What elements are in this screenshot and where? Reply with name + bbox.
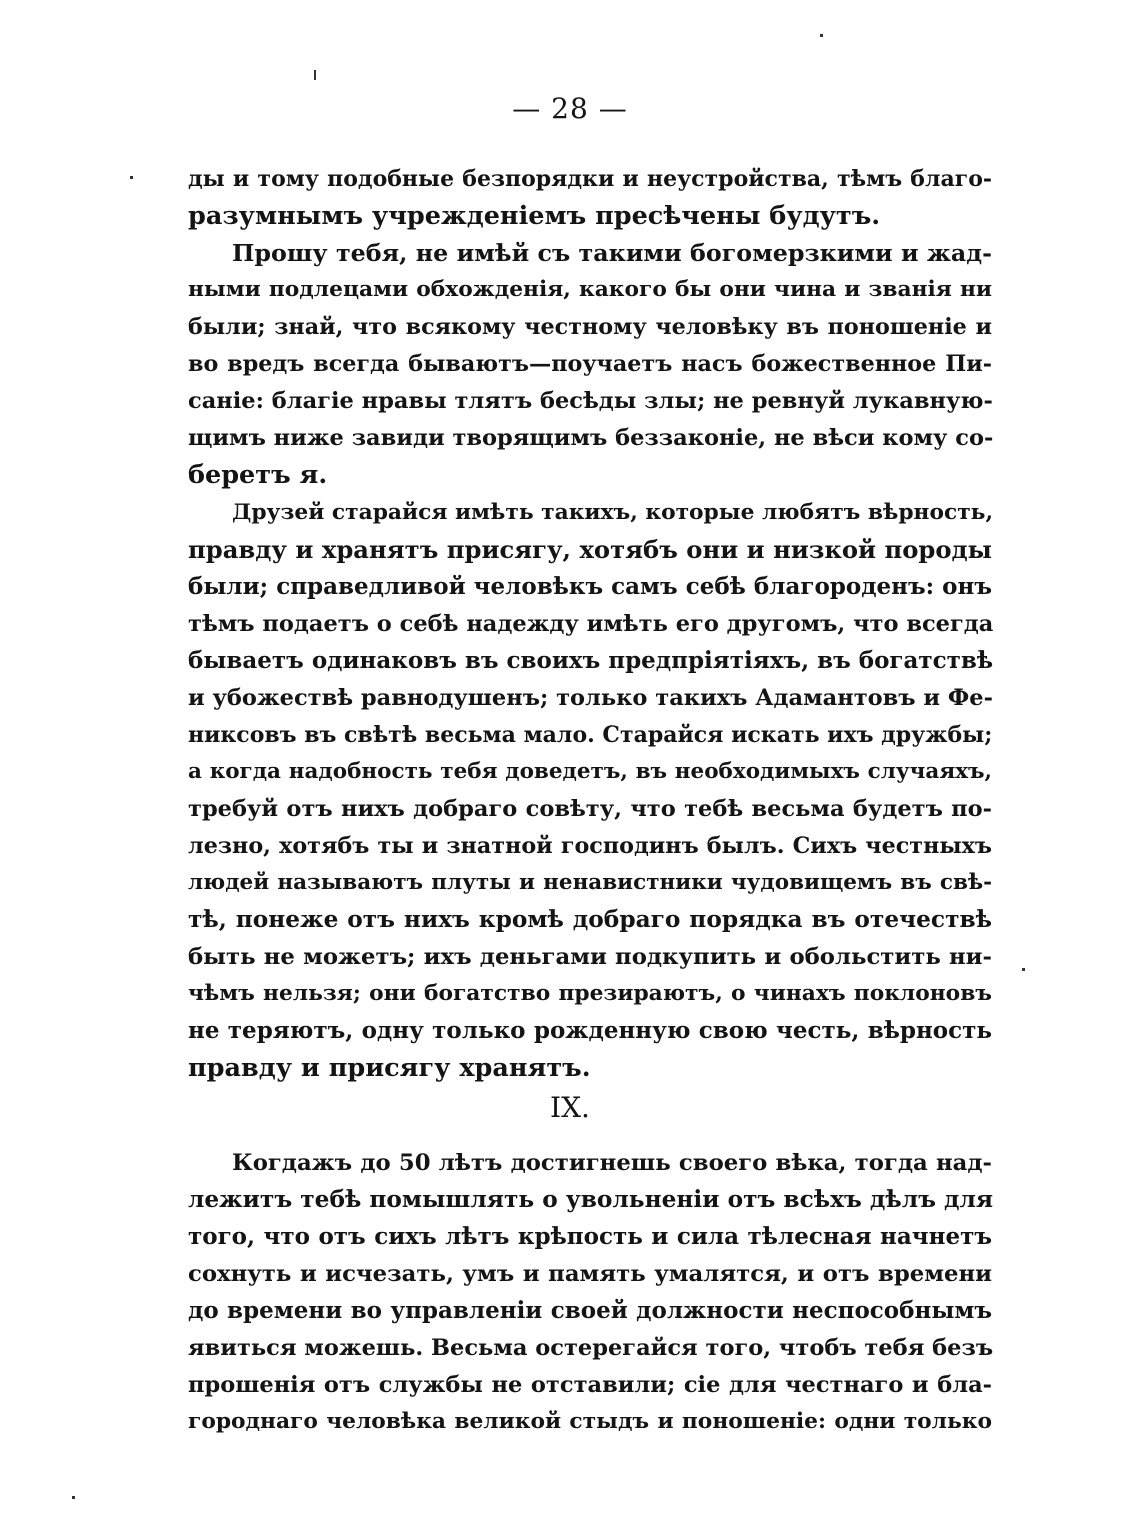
scan-speck <box>130 176 133 179</box>
text-line: того, что отъ сихъ лѣтъ крѣпость и сила тѣлесная начнетъ <box>188 1223 992 1250</box>
text-line: до времени во управленіи своей должности неспособнымъ <box>188 1297 992 1324</box>
page-number: — 28 — <box>512 92 628 125</box>
text-line: Друзей старайся имѣть такихъ, которые любятъ вѣрность, <box>232 500 994 525</box>
text-line: бываетъ одинаковъ въ своихъ предпріятіяхъ, въ богатствѣ <box>188 647 994 674</box>
text-line: щимъ ниже завиди творящимъ беззаконіе, не вѣси кому со- <box>188 425 994 451</box>
text-line: не теряютъ, одну только рожденную свою честь, вѣрность <box>188 1017 992 1044</box>
text-line: тѣ, понеже отъ нихъ кромѣ добраго порядка въ отечествѣ <box>188 906 992 933</box>
scan-speck <box>1022 968 1025 971</box>
scan-speck <box>72 1496 75 1499</box>
text-line: лежитъ тебѣ помышлять о увольненіи отъ всѣхъ дѣлъ для <box>188 1186 994 1213</box>
scan-speck <box>820 34 823 37</box>
text-line: городнаго человѣка великой стыдъ и поношеніе: одни только <box>188 1409 992 1434</box>
text-line: сохнуть и исчезать, умъ и память умалятся, и отъ времени <box>188 1261 992 1287</box>
text-line: а когда надобность тебя доведетъ, въ необходимыхъ случаяхъ, <box>188 759 992 784</box>
text-line: чѣмъ нельзя; они богатство презираютъ, о чинахъ поклоновъ <box>188 981 992 1006</box>
text-line: явиться можешь. Весьма остерегайся того, чтобъ тебя безъ <box>188 1335 994 1361</box>
text-line: разумнымъ учрежденіемъ пресѣчены будутъ. <box>188 201 881 231</box>
text-line: никсовъ въ свѣтѣ весьма мало. Старайся искать ихъ дружбы; <box>188 722 993 748</box>
text-line: требуй отъ нихъ добраго совѣту, что тебѣ весьма будетъ по- <box>188 796 992 822</box>
text-line: были; знай, что всякому честному человѣку въ поношеніе и <box>188 314 992 340</box>
text-line: тѣмъ подаетъ о себѣ надежду имѣть его другомъ, что всегда <box>188 611 994 637</box>
text-line: ными подлецами обхожденія, какого бы они чина и званія ни <box>188 277 992 302</box>
text-line: правду и присягу хранятъ. <box>188 1053 591 1083</box>
scan-speck <box>314 70 316 80</box>
text-line: Прошу тебя, не имѣй съ такими богомерзкими и жад- <box>232 239 992 267</box>
text-line: прошенія отъ службы не отставили; сіе для честнаго и бла- <box>188 1372 992 1398</box>
text-line: беретъ я. <box>188 460 328 490</box>
section-heading: IX. <box>550 1091 590 1124</box>
text-line: и убожествѣ равнодушенъ; только такихъ Адамантовъ и Фе- <box>188 685 993 711</box>
text-line: были; справедливой человѣкъ самъ себѣ благороденъ: онъ <box>188 573 992 600</box>
text-line: быть не можетъ; ихъ деньгами подкупить и обольстить ни- <box>188 944 992 970</box>
text-line: правду и хранятъ присягу, хотябъ они и низкой породы <box>188 535 992 564</box>
text-line: людей называютъ плуты и ненавистники чудовищемъ въ свѣ- <box>188 870 992 895</box>
text-line: Когдажъ до 50 лѣтъ достигнешь своего вѣка, тогда над- <box>232 1150 992 1176</box>
text-line: ды и тому подобные безпорядки и неустройства, тѣмъ благо- <box>188 166 992 192</box>
text-line: во вредъ всегда бываютъ—поучаетъ насъ божественное Пи- <box>188 351 992 377</box>
text-line: саніе: благіе нравы тлятъ бесѣды злы; не ревнуй лукавную- <box>188 388 993 414</box>
text-line: лезно, хотябъ ты и знатной господинъ былъ. Сихъ честныхъ <box>188 833 992 859</box>
